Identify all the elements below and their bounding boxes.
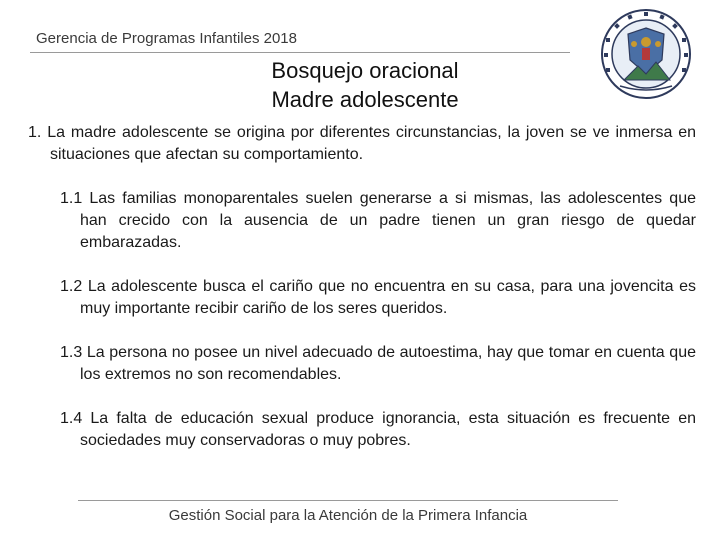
title-line-1: Bosquejo oracional [271, 58, 459, 83]
outline-item-1-3: 1.3 La persona no posee un nivel adecuado de autoestima, hay que tomar en cuenta que los extremos no son recomendables. [60, 344, 696, 383]
outline-item-1-4: 1.4 La falta de educación sexual produce ignorancia, esta situación es frecuente en sociedades muy conservadoras o muy pobres. [60, 410, 696, 449]
outline-item-1-2: 1.2 La adolescente busca el cariño que no encuentra en su casa, para una jovencita es muy importante recibir cariño de los seres queridos. [60, 278, 696, 317]
page-title [230, 56, 500, 114]
footer-text: Gestión Social para la Atención de la Primera Infancia [168, 507, 528, 524]
outline-item-1: 1. La madre adolescente se origina por diferentes circunstancias, la joven se ve inmersa en situaciones que afectan su comportamiento. [28, 124, 696, 163]
outline-content [28, 122, 696, 452]
header-divider [30, 52, 570, 53]
header-text: Gerencia de Programas Infantiles 2018 [36, 30, 297, 47]
title-line-2: Madre adolescente [271, 87, 459, 112]
outline-item-1-1: 1.1 Las familias monoparentales suelen generarse a si mismas, las adolescentes que han crecido con la ausencia de un padre tienen un gran riesgo de quedar embarazadas. [60, 190, 696, 251]
coat-of-arms-seal-icon [600, 8, 692, 100]
footer-divider [78, 500, 618, 501]
